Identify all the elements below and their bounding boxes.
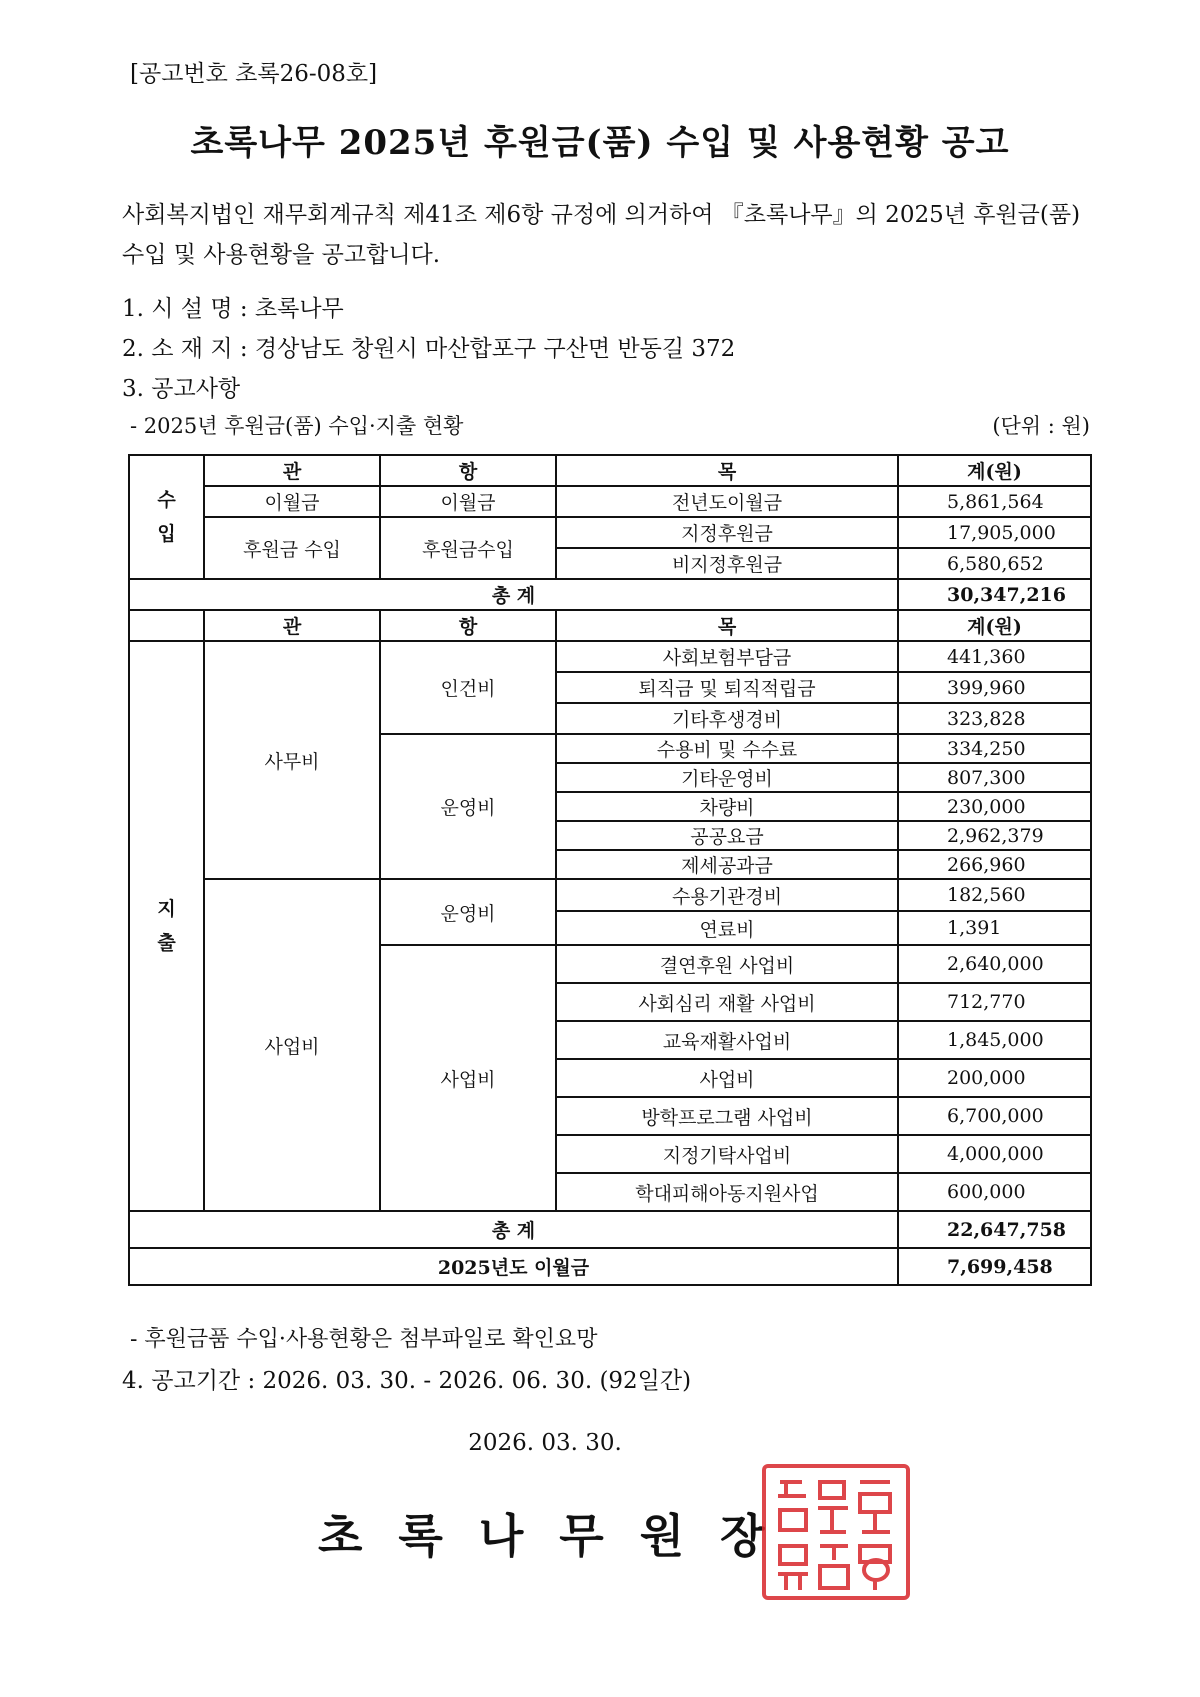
- header-hang: 항: [380, 455, 556, 486]
- table-row: 후원금 수입 후원금수입 지정후원금 17,905,000: [129, 517, 1091, 548]
- facility-address: 2. 소 재 지 : 경상남도 창원시 마산합포구 구산면 반동길 372: [122, 336, 736, 362]
- table-row: 교육재활사업비 1,845,000: [129, 1021, 1091, 1059]
- table-row: 제세공과금 266,960: [129, 850, 1091, 879]
- table-row: 사업비 200,000: [129, 1059, 1091, 1097]
- attachment-note: - 후원금품 수입·사용현황은 첨부파일로 확인요망: [130, 1327, 598, 1352]
- table-row: 기타후생경비 323,828: [129, 703, 1091, 734]
- table-caption: - 2025년 후원금(품) 수입·지출 현황: [130, 414, 464, 438]
- table-row: 기타운영비 807,300: [129, 763, 1091, 792]
- table-row: 학대피해아동지원사업 600,000: [129, 1173, 1091, 1211]
- table-row: 지 출 사무비 인건비 사회보험부담금 441,360: [129, 641, 1091, 672]
- table-row: 사업비 결연후원 사업비 2,640,000: [129, 945, 1091, 983]
- notice-period: 4. 공고기간 : 2026. 03. 30. - 2026. 06. 30. (92일간): [122, 1368, 692, 1394]
- table-row: 이월금 이월금 전년도이월금 5,861,564: [129, 486, 1091, 517]
- expense-label: 지 출: [129, 641, 204, 1211]
- header-mok: 목: [556, 455, 898, 486]
- table-row: 지정기탁사업비 4,000,000: [129, 1135, 1091, 1173]
- table-row: 공공요금 2,962,379: [129, 821, 1091, 850]
- table-row: 사업비 운영비 수용기관경비 182,560: [129, 879, 1091, 911]
- document-title: 초록나무 2025년 후원금(품) 수입 및 사용현황 공고: [190, 123, 1010, 163]
- table-row: 차량비 230,000: [129, 792, 1091, 821]
- table-row: 비지정후원금 6,580,652: [129, 548, 1091, 579]
- table-row: 운영비 수용비 및 수수료 334,250: [129, 734, 1091, 763]
- income-label: 수 입: [129, 455, 204, 579]
- table-row: 사회심리 재활 사업비 712,770: [129, 983, 1091, 1021]
- notice-items-heading: 3. 공고사항: [122, 376, 241, 402]
- official-seal-icon: [760, 1462, 912, 1602]
- intro-paragraph: 사회복지법인 재무회계규칙 제41조 제6항 규정에 의거하여 『초록나무』의 2025년 후원금(품) 수입 및 사용현황을 공고합니다.: [122, 202, 1081, 268]
- notice-date: 2026. 03. 30.: [468, 1430, 622, 1456]
- expense-total-row: 총 계 22,647,758: [129, 1211, 1091, 1248]
- unit-label: (단위 : 원): [992, 414, 1090, 438]
- carryover-row: 2025년도 이월금 7,699,458: [129, 1248, 1091, 1285]
- income-total-row: 총 계 30,347,216: [129, 579, 1091, 610]
- expense-header-row: 관 항 목 계(원): [129, 610, 1091, 641]
- facility-name: 1. 시 설 명 : 초록나무: [122, 296, 344, 322]
- finance-table: [128, 454, 1092, 1286]
- notice-number: [공고번호 초록26-08호]: [130, 61, 378, 87]
- header-gwan: 관: [204, 455, 380, 486]
- income-header-row: [129, 455, 1091, 486]
- signer-name: 초록나무원장: [318, 1509, 801, 1563]
- table-row: 연료비 1,391: [129, 911, 1091, 945]
- header-amount: 계(원): [898, 455, 1091, 486]
- table-row: 방학프로그램 사업비 6,700,000: [129, 1097, 1091, 1135]
- table-row: 퇴직금 및 퇴직적립금 399,960: [129, 672, 1091, 703]
